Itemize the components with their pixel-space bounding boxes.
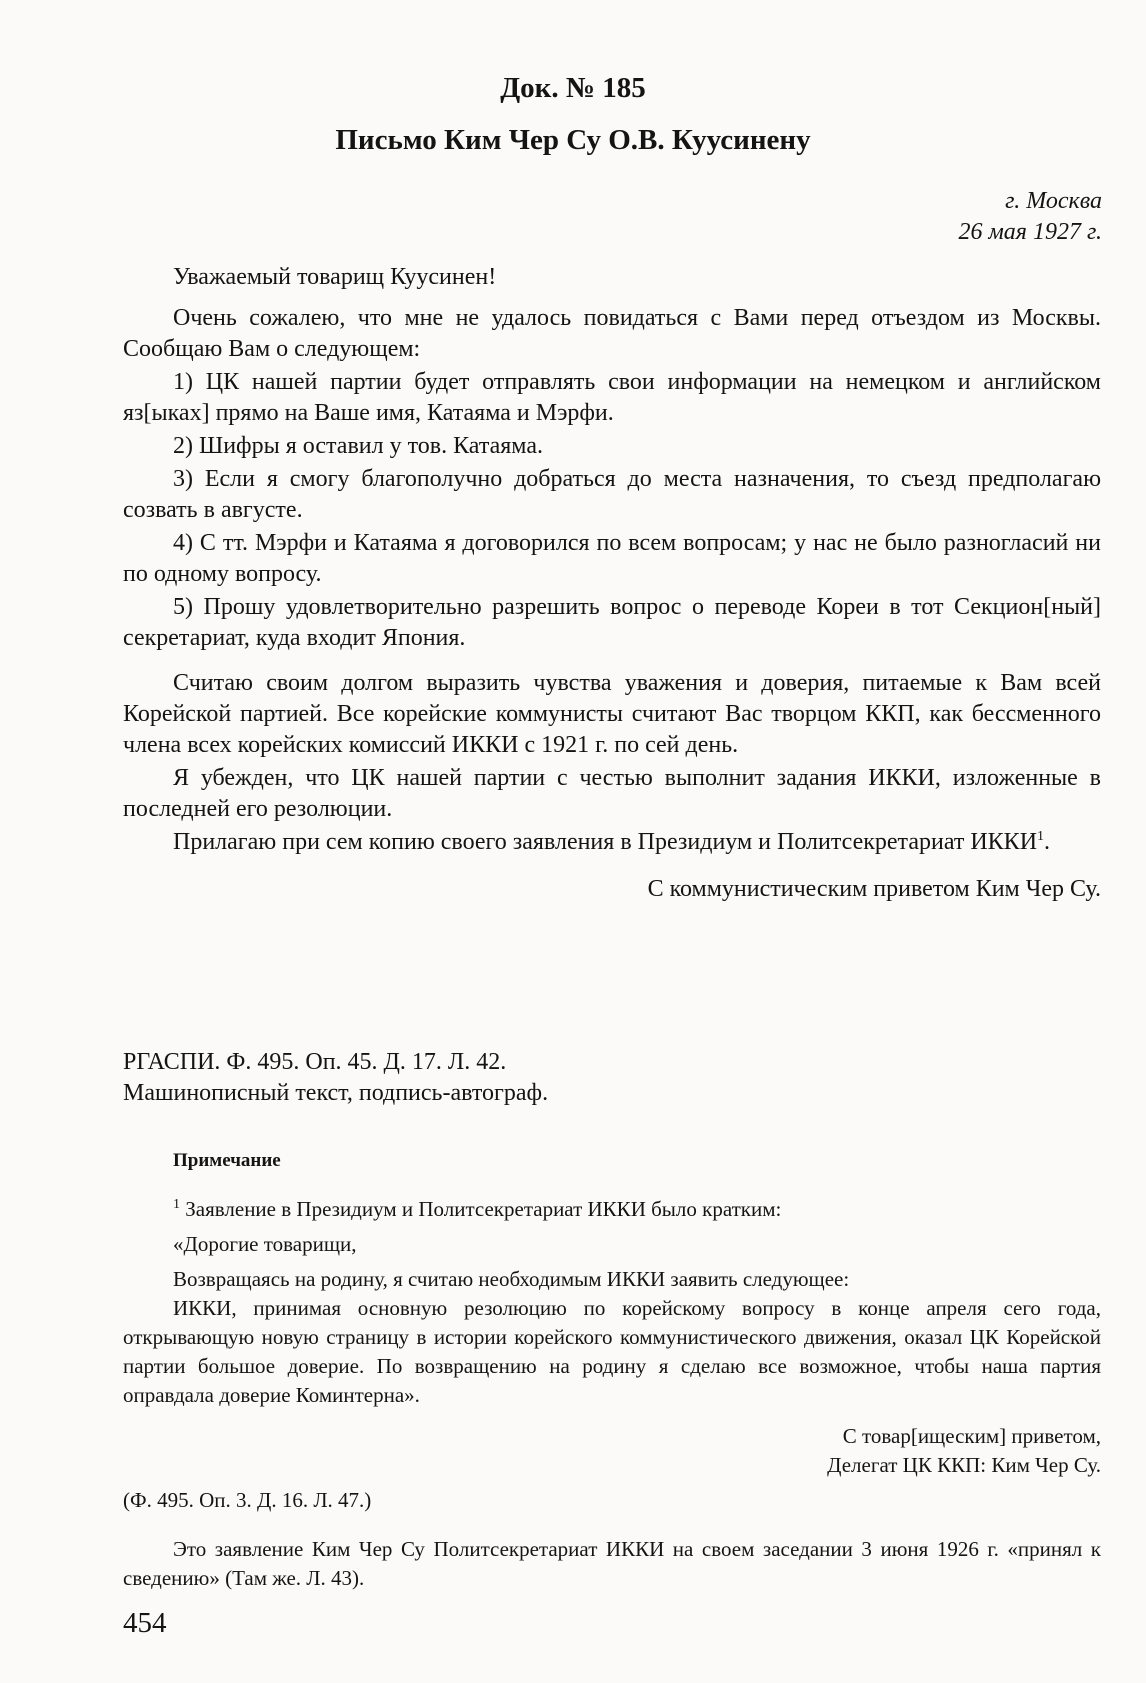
note-section — [123, 1146, 1101, 1593]
paragraph: 3) Если я смогу благополучно добраться до места назначения, то съезд предполагаю созвать в августе. — [123, 466, 1101, 523]
date: 26 мая 1927 г. — [958, 219, 1102, 245]
place: г. Москва — [1005, 188, 1102, 214]
archive-ref: РГАСПИ. Ф. 495. Оп. 45. Д. 17. Л. 42. — [123, 1049, 507, 1075]
paragraph: Я убежден, что ЦК нашей партии с честью выполнит задания ИККИ, изложенные в последней его резолюции. — [123, 765, 1101, 822]
note-source: (Ф. 495. Оп. 3. Д. 16. Л. 47.) — [123, 1488, 372, 1512]
doc-number: Док. № 185 — [500, 72, 646, 104]
quote-line: Возвращаясь на родину, я считаю необходимым ИККИ заявить следующее: — [173, 1267, 850, 1291]
quote-line: ИККИ, принимая основную резолюцию по корейскому вопросу в конце апреля сего года, открывающую новую страницу в истории корейского коммунистического движения, оказал ЦК Корейской партии большое доверие. По возвращению на родину я сделаю все возможное, чтобы наша партия оправдала доверие Коминтерна». — [123, 1296, 1101, 1407]
attachment-paragraph: Прилагаю при сем копию своего заявления в Президиум и Политсекретариат ИККИ$^1$. — [173, 829, 1051, 855]
paragraph: 2) Шифры я оставил у тов. Катаяма. — [173, 433, 543, 459]
closing: С коммунистическим приветом Ким Чер Су. — [647, 876, 1101, 902]
paragraph: Очень сожалею, что мне не удалось повидаться с Вами перед отъездом из Москвы. Сообщаю Вам о следующем: — [123, 305, 1101, 362]
letter-body — [123, 262, 1101, 905]
paragraph: 4) С тт. Мэрфи и Катаяма я договорился по всем вопросам; у нас не было разногласий ни по одному вопросу. — [123, 530, 1101, 587]
signoff: С товар[ищеским] приветом, — [842, 1424, 1101, 1448]
note-footnote: $^1$ Заявление в Президиум и Политсекретариат ИККИ было кратким: — [173, 1197, 782, 1221]
archive-reference — [123, 1047, 1101, 1109]
footnote-mark: 1 — [173, 1197, 180, 1212]
salutation: Уважаемый товарищ Куусинен! — [173, 264, 497, 290]
paragraph: 1) ЦК нашей партии будет отправлять свои информации на немецком и английском яз[ыках] прямо на Ваше имя, Катаяма и Мэрфи. — [123, 369, 1101, 426]
quote-line: «Дорогие товарищи, — [173, 1232, 357, 1256]
note-final: Это заявление Ким Чер Су Политсекретариат ИККИ на своем заседании 3 июня 1926 г. «принял к сведению» (Там же. Л. 43). — [123, 1537, 1101, 1590]
archive-desc: Машинописный текст, подпись-автограф. — [123, 1080, 549, 1106]
attachment-text: Прилагаю при сем копию своего заявления в Президиум и Политсекретариат ИККИ — [173, 829, 1038, 855]
place-date — [958, 186, 1102, 248]
page-number: 454 — [123, 1607, 167, 1639]
signoff: Делегат ЦК ККП: Ким Чер Су. — [827, 1453, 1101, 1477]
doc-title: Письмо Ким Чер Су О.В. Куусинену — [335, 124, 811, 156]
paragraph: 5) Прошу удовлетворительно разрешить вопрос о переводе Кореи в тот Секцион[ный] секретариат, куда входит Япония. — [123, 594, 1101, 651]
paragraph: Считаю своим долгом выразить чувства уважения и доверия, питаемые к Вам всей Корейской партией. Все корейские коммунисты считают Вас творцом ККП, как бессменного члена всех корейских комиссий ИККИ с 1921 г. по сей день. — [123, 670, 1101, 758]
footnote-mark: 1 — [1037, 829, 1045, 844]
note-heading: Примечание — [173, 1150, 281, 1171]
